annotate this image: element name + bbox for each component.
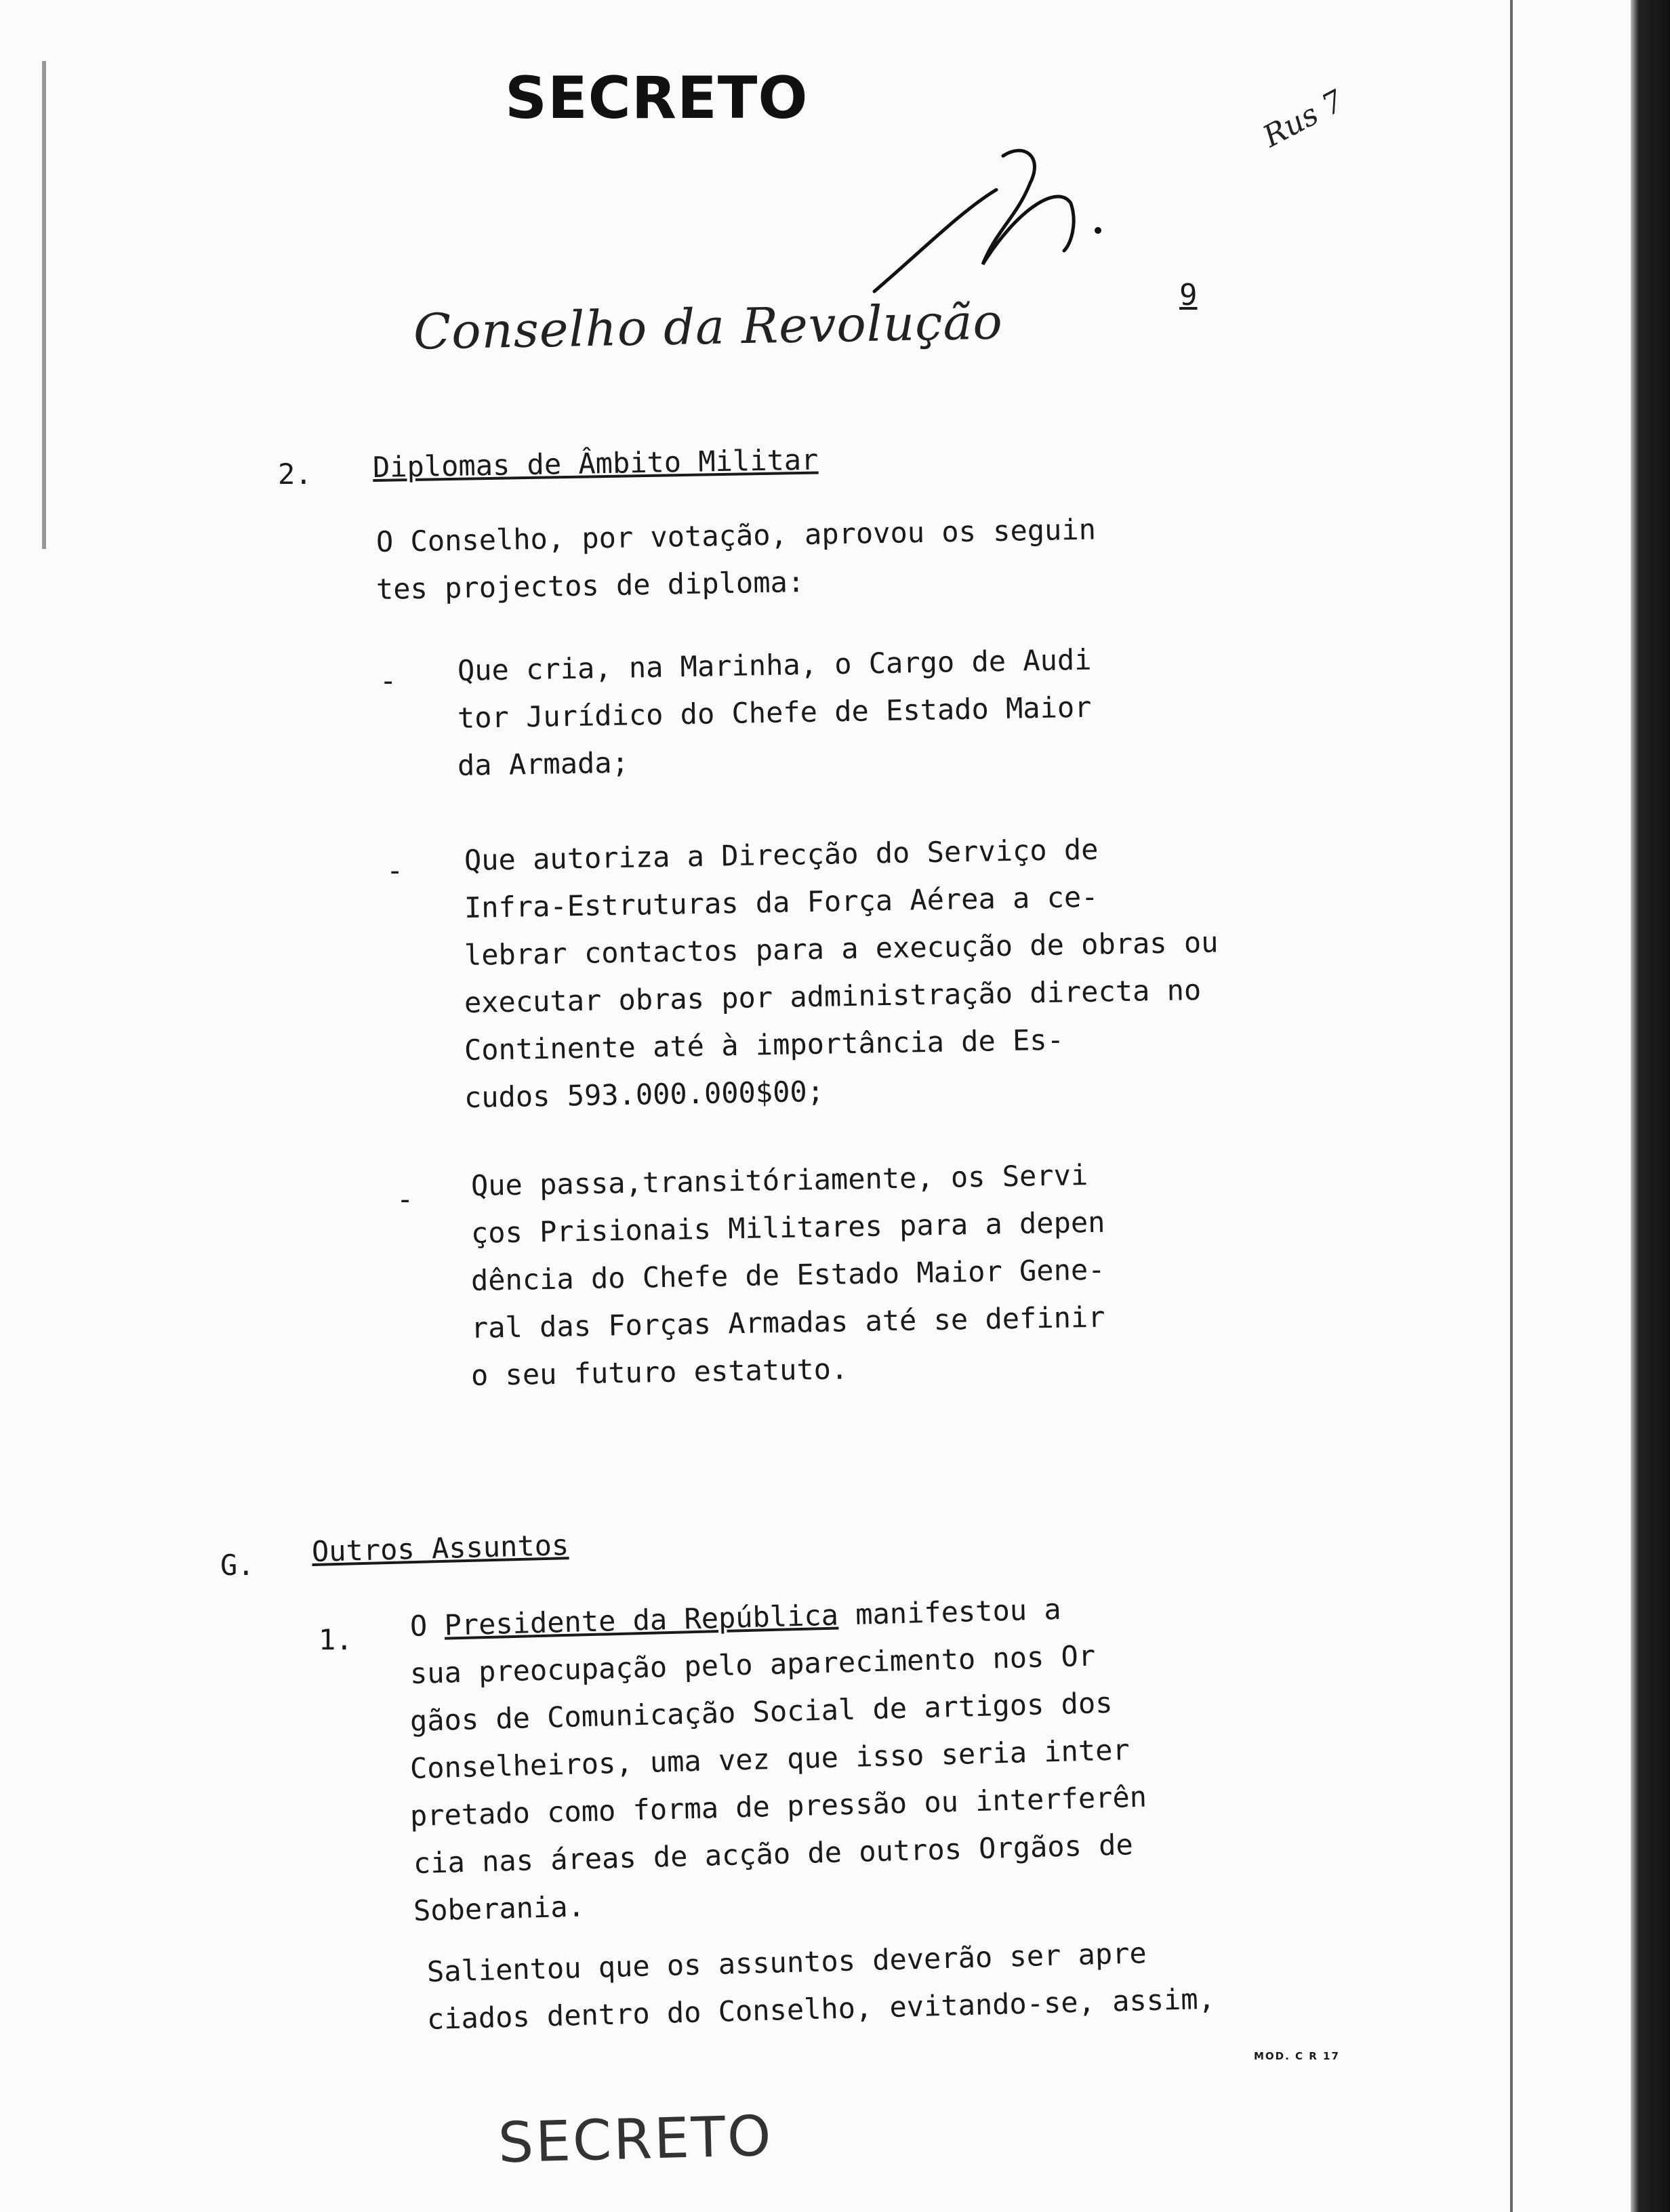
first-line-rest: manifestou a (838, 1592, 1062, 1632)
list-item-line: Que autoriza a Direcção do Serviço de (464, 832, 1099, 877)
list-item-line: da Armada; (457, 745, 630, 782)
list-dash: - (396, 1183, 414, 1216)
page-number: 9 (1179, 278, 1198, 312)
scan-right-line (1510, 0, 1513, 2212)
handwritten-note: Rus 7 (1257, 83, 1349, 155)
list-dash: - (380, 664, 397, 697)
item-number: 1. (319, 1623, 353, 1656)
intro-line: tes projectos de diploma: (375, 565, 805, 606)
list-item-line: Que cria, na Marinha, o Cargo de Audi (457, 642, 1092, 687)
section-title: Diplomas de Âmbito Militar (372, 443, 819, 484)
paragraph-line: cia nas áreas de acção de outros Orgãos de (413, 1828, 1134, 1880)
list-item-line: tor Jurídico do Chefe de Estado Maior (457, 690, 1092, 735)
letterhead: Conselho da Revolução (413, 293, 1004, 361)
paragraph-line: gãos de Comunicação Social de artigos dos (409, 1685, 1114, 1738)
section-letter: G. (220, 1549, 255, 1582)
scan-right-edge (1631, 0, 1670, 2212)
list-item-line: ços Prisionais Militares para a depen (470, 1205, 1105, 1250)
intro-line: O Conselho, por votação, aprovou os seguin (375, 512, 1097, 558)
list-item-line: executar obras por administração directa no (464, 973, 1202, 1019)
header-classification: SECRETO (505, 64, 809, 132)
paragraph-line: Conselheiros, uma vez que isso seria inter (409, 1733, 1131, 1785)
list-item-line: dência do Chefe de Estado Maior Gene- (470, 1252, 1105, 1297)
paragraph-line: Salientou que os assuntos deverão ser apre (426, 1936, 1147, 1988)
list-dash: - (386, 854, 404, 887)
paragraph-line: sua preocupação pelo aparecimento nos Or (409, 1639, 1096, 1690)
list-item-line: Infra-Estruturas da Força Aérea a ce- (464, 880, 1099, 924)
footer-classification: SECRETO (497, 2104, 774, 2176)
signature-mark (868, 129, 1139, 305)
paragraph-line: ciados dentro do Conselho, evitando-se, assim, (426, 1982, 1216, 2036)
list-item-line: cudos 593.000.000$00; (464, 1074, 825, 1114)
paragraph-line: Soberania. (413, 1889, 586, 1927)
list-item-line: Que passa,transitóriamente, os Servi (470, 1158, 1088, 1202)
section-number: 2. (278, 457, 312, 491)
list-item-line: Continente até à importância de Es- (464, 1023, 1065, 1067)
presidente-underlined: Presidente da República (443, 1598, 839, 1642)
model-code: MOD. C R 17 (1254, 2050, 1340, 2062)
paragraph-line: pretado como forma de pressão ou interferên (409, 1780, 1147, 1832)
article-o: O (409, 1609, 428, 1643)
list-item-line: ral das Forças Armadas até se definir (470, 1300, 1105, 1345)
section-title: Outros Assuntos (311, 1528, 569, 1568)
list-item-line: o seu futuro estatuto. (470, 1352, 849, 1392)
scan-left-edge (42, 61, 46, 549)
list-item-line: lebrar contactos para a execução de obras ou (464, 925, 1219, 972)
